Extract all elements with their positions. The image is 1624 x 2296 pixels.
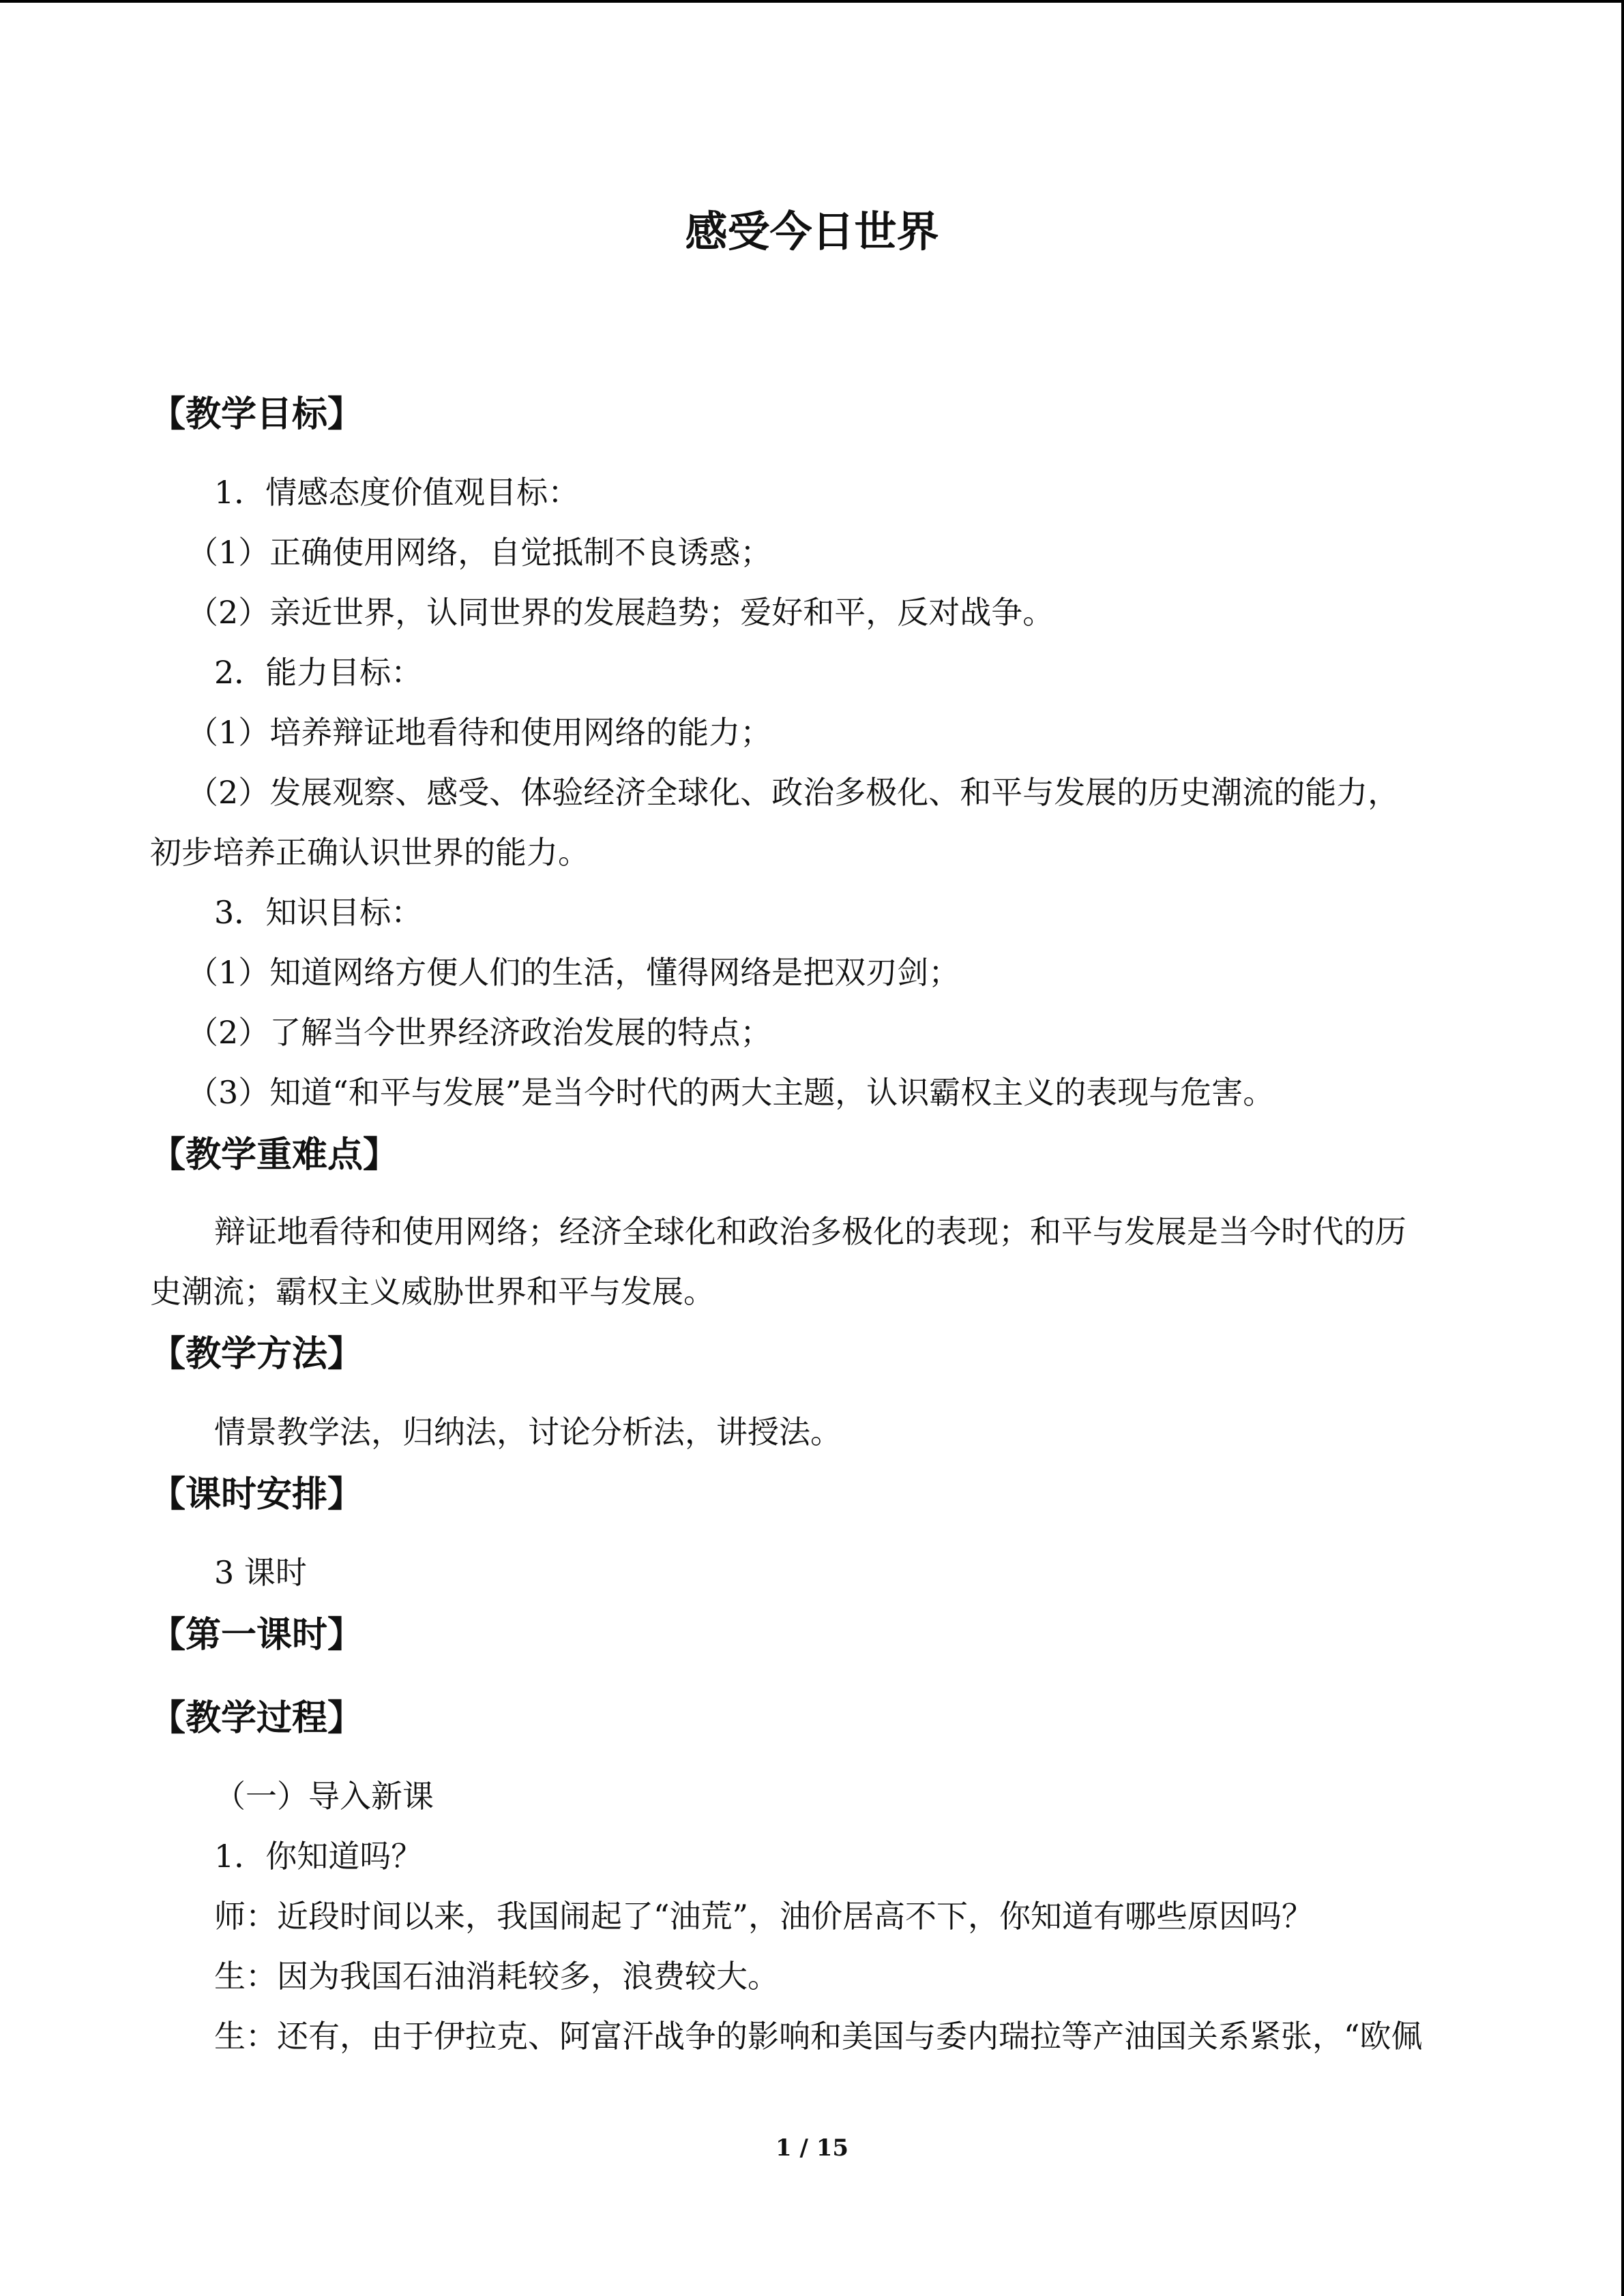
paragraph: 3 课时 <box>214 1554 307 1591</box>
section-lesson-1 <box>150 1602 1473 1668</box>
page-border-top <box>0 0 1624 3</box>
paragraph: 生：因为我国石油消耗较多，浪费较大。 <box>214 1958 779 1995</box>
section-key-points <box>150 1122 1473 1322</box>
section-heading: 【教学重难点】 <box>150 1135 399 1176</box>
section-heading: 【第一课时】 <box>150 1615 364 1656</box>
paragraph: 情景教学法，归纳法，讨论分析法，讲授法。 <box>214 1414 842 1450</box>
paragraph: 2．能力目标： <box>214 654 423 691</box>
section-heading: 【教学目标】 <box>150 394 364 435</box>
paragraph: （3）知道“和平与发展”是当今时代的两大主题，认识霸权主义的表现与危害。 <box>187 1074 1275 1111</box>
section-objectives <box>150 382 1473 1122</box>
paragraph: （2）亲近世界，认同世界的发展趋势；爱好和平，反对战争。 <box>187 594 1054 631</box>
section-heading: 【教学方法】 <box>150 1334 364 1375</box>
paragraph: 生：还有，由于伊拉克、阿富汗战争的影响和美国与委内瑞拉等产油国关系紧张，“欧佩 <box>214 2018 1423 2055</box>
paragraph: （1）正确使用网络，自觉抵制不良诱惑； <box>187 534 772 571</box>
section-process <box>150 1686 1473 2066</box>
page-title: 感受今日世界 <box>685 207 939 256</box>
paragraph-continuation: 初步培养正确认识世界的能力。 <box>150 834 589 871</box>
section-heading: 【教学过程】 <box>150 1698 364 1739</box>
paragraph: （一）导入新课 <box>214 1778 434 1815</box>
paragraph: 1．你知道吗？ <box>214 1838 423 1875</box>
section-schedule <box>150 1462 1473 1602</box>
paragraph: （1）培养辩证地看待和使用网络的能力； <box>187 714 772 751</box>
paragraph: 3．知识目标： <box>214 894 423 931</box>
section-methods <box>150 1322 1473 1462</box>
document-body <box>150 382 1473 2066</box>
paragraph: 师：近段时间以来，我国闹起了“油荒”，油价居高不下，你知道有哪些原因吗？ <box>214 1898 1314 1935</box>
paragraph-continuation: 史潮流；霸权主义威胁世界和平与发展。 <box>150 1273 715 1310</box>
paragraph: （1）知道网络方便人们的生活，懂得网络是把双刃剑； <box>187 954 960 991</box>
page-border-right <box>1621 0 1624 2296</box>
paragraph: 辩证地看待和使用网络；经济全球化和政治多极化的表现；和平与发展是当今时代的历 <box>214 1213 1406 1250</box>
paragraph: （2）发展观察、感受、体验经济全球化、政治多极化、和平与发展的历史潮流的能力， <box>187 774 1400 811</box>
paragraph: 1．情感态度价值观目标： <box>214 474 580 511</box>
paragraph: （2）了解当今世界经济政治发展的特点； <box>187 1014 772 1051</box>
page-number: 1 / 15 <box>775 2134 849 2162</box>
section-heading: 【课时安排】 <box>150 1474 364 1515</box>
